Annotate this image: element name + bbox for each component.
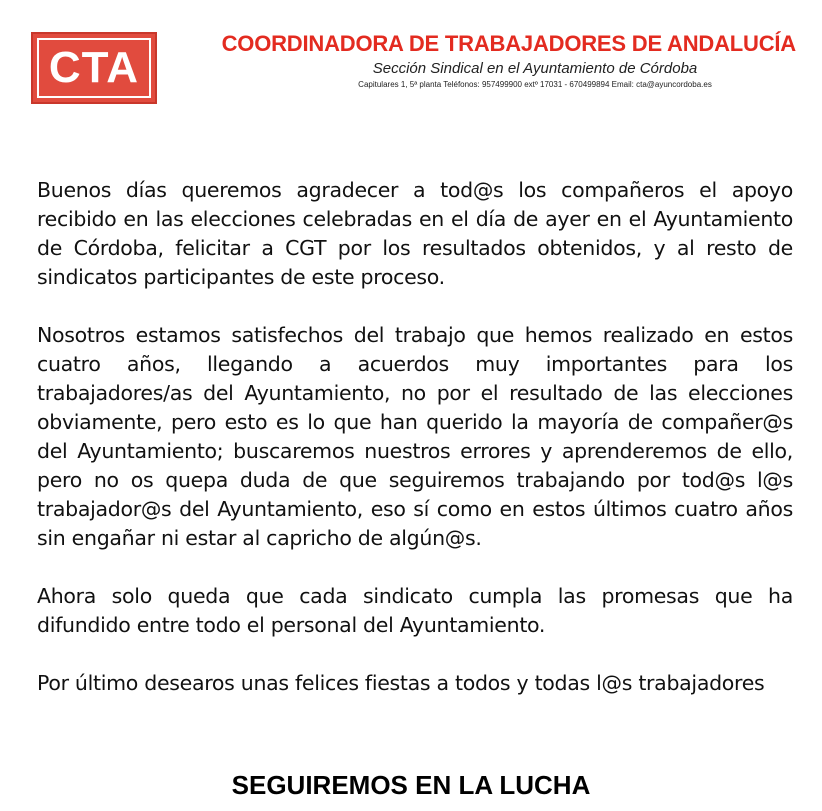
cta-logo — [31, 32, 157, 104]
paragraph-satisfaction: Nosotros estamos satisfechos del trabajo que hemos realizado en estos cuatro años, llegando a acuerdos muy importantes para los trabajadores/as del Ayuntamiento, no por el resultado de las elecciones obviamente, pero esto es lo que han querido la mayoría de compañer@s del Ayuntamiento; buscaremos nuestros errores y aprenderemos de ello, pero no os quepa duda de que seguiremos trabajando por tod@s l@s trabajador@s del Ayuntamiento, eso sí como en estos últimos cuatro años sin engañar ni estar al capricho de algún@s. — [37, 323, 793, 550]
organization-title: COORDINADORA DE TRABAJADORES DE ANDALUCÍA — [221, 31, 796, 56]
organization-subtitle: Sección Sindical en el Ayuntamiento de Córdoba — [372, 60, 698, 77]
logo-text: CTA — [48, 43, 140, 92]
organization-contact: Capitulares 1, 5ª planta Teléfonos: 957499900 extº 17031 - 670499894 Email: cta@ayuncordoba.es — [358, 80, 712, 89]
paragraph-thanks: Buenos días queremos agradecer a tod@s los compañeros el apoyo recibido en las elecciones celebradas en el día de ayer en el Ayuntamiento de Córdoba, felicitar a CGT por los resultados obtenidos, y al resto de sindicatos participantes de este proceso. — [37, 178, 793, 289]
letter-body — [37, 176, 793, 727]
paragraph-promises: Ahora solo queda que cada sindicato cumpla las promesas que ha difundido entre todo el personal del Ayuntamiento. — [37, 584, 793, 637]
paragraph-greetings: Por último desearos unas felices fiestas a todos y todas l@s trabajadores — [37, 671, 765, 695]
closing-slogan: SEGUIREMOS EN LA LUCHA — [231, 770, 591, 800]
